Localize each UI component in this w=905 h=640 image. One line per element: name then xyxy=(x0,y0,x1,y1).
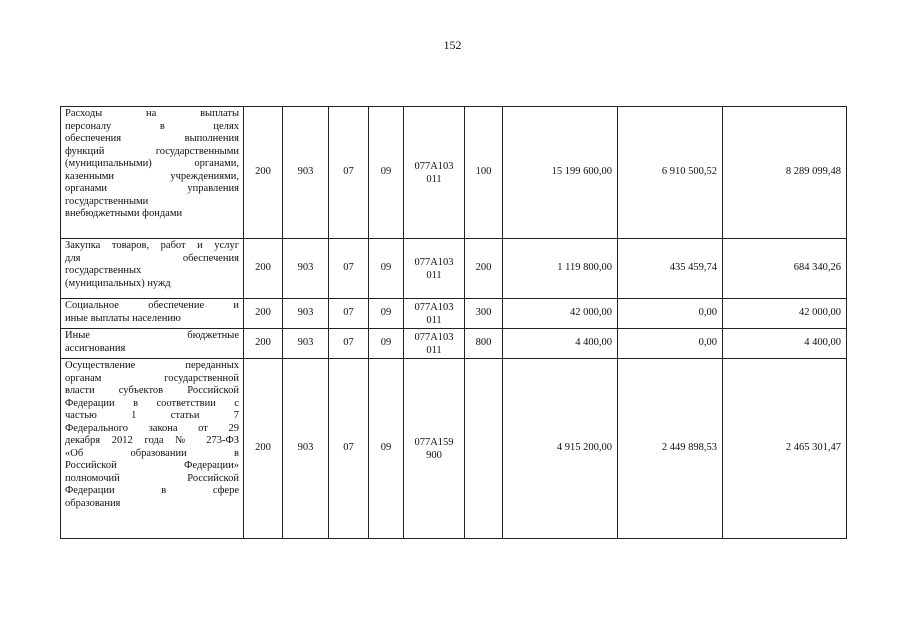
admin-code: 200 xyxy=(244,359,283,539)
target-article-code: 077А103 011 xyxy=(404,329,465,359)
remaining-amount: 684 340,26 xyxy=(723,239,847,299)
subsection-code: 09 xyxy=(369,239,404,299)
section-code: 07 xyxy=(329,359,369,539)
subsection-code: 09 xyxy=(369,359,404,539)
subsection-code: 09 xyxy=(369,329,404,359)
table-row xyxy=(61,329,847,359)
ministry-code: 903 xyxy=(283,299,329,329)
row-description: Осуществление переданных органам государственной власти субъектов Российской Федерации в соответствии с частью 1 статьи 7 Федерального закона от 29 декабря 2012 года № 273-ФЗ «Об образовании в Российской Федерации» полномочий Российской Федерации в сфере образования xyxy=(61,359,244,539)
target-article-code: 077А103 011 xyxy=(404,239,465,299)
section-code: 07 xyxy=(329,107,369,239)
table-row xyxy=(61,359,847,539)
planned-amount: 42 000,00 xyxy=(503,299,618,329)
row-description: Закупка товаров, работ и услуг для обеспечения государственных (муниципальных) нужд xyxy=(61,239,244,299)
ministry-code: 903 xyxy=(283,107,329,239)
planned-amount: 4 400,00 xyxy=(503,329,618,359)
target-article-code: 077А103 011 xyxy=(404,299,465,329)
remaining-amount: 4 400,00 xyxy=(723,329,847,359)
section-code: 07 xyxy=(329,299,369,329)
planned-amount: 15 199 600,00 xyxy=(503,107,618,239)
row-description: Иные бюджетные ассигнования xyxy=(61,329,244,359)
ministry-code: 903 xyxy=(283,239,329,299)
target-article-code: 077А103 011 xyxy=(404,107,465,239)
table-row xyxy=(61,107,847,239)
expense-type-code: 300 xyxy=(465,299,503,329)
executed-amount: 6 910 500,52 xyxy=(618,107,723,239)
section-code: 07 xyxy=(329,239,369,299)
executed-amount: 0,00 xyxy=(618,329,723,359)
admin-code: 200 xyxy=(244,239,283,299)
row-description: Расходы на выплаты персоналу в целях обеспечения выполнения функций государственными (муниципальными) органами, казенными учреждениями, органами управления государственными внебюджетными фондами xyxy=(61,107,244,239)
expense-type-code: 200 xyxy=(465,239,503,299)
page-number: 152 xyxy=(443,38,462,52)
ministry-code: 903 xyxy=(283,329,329,359)
subsection-code: 09 xyxy=(369,107,404,239)
executed-amount: 2 449 898,53 xyxy=(618,359,723,539)
remaining-amount: 8 289 099,48 xyxy=(723,107,847,239)
remaining-amount: 42 000,00 xyxy=(723,299,847,329)
table-row xyxy=(61,299,847,329)
ministry-code: 903 xyxy=(283,359,329,539)
expense-type-code: 100 xyxy=(465,107,503,239)
section-code: 07 xyxy=(329,329,369,359)
executed-amount: 0,00 xyxy=(618,299,723,329)
expense-type-code: 800 xyxy=(465,329,503,359)
table-row xyxy=(61,239,847,299)
row-description: Социальное обеспечение и иные выплаты населению xyxy=(61,299,244,329)
expense-type-code xyxy=(465,359,503,539)
remaining-amount: 2 465 301,47 xyxy=(723,359,847,539)
planned-amount: 4 915 200,00 xyxy=(503,359,618,539)
admin-code: 200 xyxy=(244,329,283,359)
planned-amount: 1 119 800,00 xyxy=(503,239,618,299)
target-article-code: 077А159 900 xyxy=(404,359,465,539)
admin-code: 200 xyxy=(244,107,283,239)
admin-code: 200 xyxy=(244,299,283,329)
budget-table xyxy=(60,106,847,539)
executed-amount: 435 459,74 xyxy=(618,239,723,299)
subsection-code: 09 xyxy=(369,299,404,329)
